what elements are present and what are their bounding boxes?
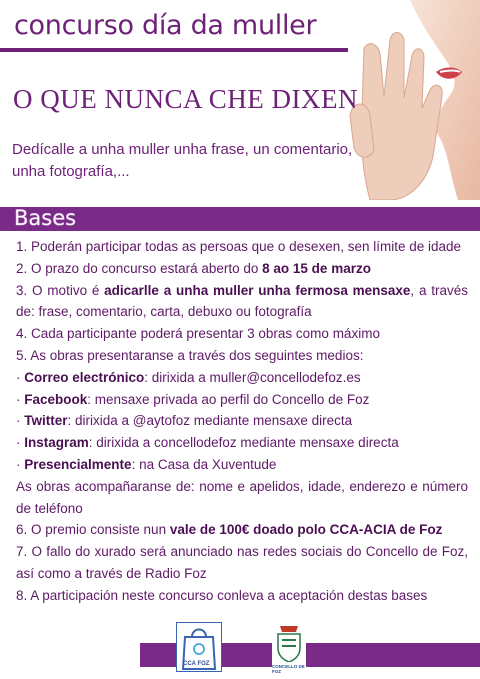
rule-item (16, 323, 468, 345)
rule-text: : dirixida a @aytofoz mediante mensaxe directa (67, 413, 353, 429)
rule-text: 3. O motivo é (16, 282, 105, 298)
rule-item (16, 389, 468, 411)
cca-foz-logo (176, 622, 222, 672)
rule-item (16, 541, 468, 585)
rule-item (16, 345, 468, 367)
rule-text: · (16, 435, 25, 451)
cca-logo-label: CCA FOZ (183, 661, 210, 667)
rule-text: 8. A participación neste concurso conleva a aceptación destas bases (16, 587, 428, 603)
rule-text: · (16, 413, 25, 429)
rule-text: · (16, 456, 25, 472)
rule-text: : dirixida a concellodefoz mediante mensaxe directa (88, 435, 399, 451)
concello-foz-label: CONCELLO DE FOZ (272, 664, 305, 674)
rule-emphasis: Twitter (24, 413, 68, 429)
contest-subtitle: O QUE NUNCA CHE DIXEN (13, 84, 358, 114)
rule-emphasis: 8 ao 15 de marzo (262, 260, 371, 276)
rule-item (16, 585, 468, 607)
title-underline (0, 48, 348, 52)
bases-heading: Bases (14, 206, 77, 230)
concello-foz-crest (272, 622, 306, 672)
poster-title: concurso día da muller (14, 10, 317, 41)
rule-text: 5. As obras presentaranse a través dos seguintes medios: (16, 347, 364, 363)
rule-emphasis: vale de 100€ doado polo CCA-ACIA de Foz (169, 522, 443, 538)
rule-item (16, 258, 468, 280)
rule-emphasis: Facebook (24, 391, 88, 407)
rule-text: 1. Poderán participar todas as persoas que o desexen, sen límite de idade (16, 239, 462, 254)
rule-text: 4. Cada participante poderá presentar 3 obras como máximo (16, 326, 380, 342)
rule-item (16, 519, 468, 541)
rule-text: · (16, 369, 25, 385)
rule-item (16, 367, 468, 389)
rule-text: : dirixida a muller@concellodefoz.es (144, 369, 361, 385)
rule-item (16, 476, 468, 520)
rule-emphasis: Correo electrónico (24, 369, 145, 385)
rule-text: , a través de: frase, comentario, carta, debuxo ou fotografía (16, 282, 468, 320)
rule-emphasis: Instagram (24, 435, 89, 451)
rule-item (16, 410, 468, 432)
rule-text: 6. O premio consiste nun (16, 522, 170, 538)
rule-text: : mensaxe privada ao perfil do Concello de Foz (87, 391, 370, 407)
rules-list (16, 236, 468, 607)
rule-item (16, 454, 468, 476)
rule-text: 2. O prazo do concurso estará aberto do (16, 260, 263, 276)
rule-text: · (16, 391, 25, 407)
rule-text: : na Casa da Xuventude (131, 456, 277, 472)
rule-text: 7. O fallo do xurado será anunciado nas redes sociais do Concello de Foz, así como a través de Radio Foz (16, 544, 468, 581)
rule-emphasis: Presencialmente (24, 456, 132, 472)
rule-emphasis: adicarlle a unha muller unha fermosa mensaxe (104, 282, 411, 298)
whisper-face-illustration (340, 0, 480, 200)
rule-item (16, 432, 468, 454)
rule-item (16, 236, 468, 258)
rule-item (16, 280, 468, 324)
rule-text: As obras acompañaranse de: nome e apelidos, idade, enderezo e número de teléfono (16, 478, 468, 516)
intro-text: Dedícalle a unha muller unha frase, un comentario, unha fotografía,... (12, 141, 353, 180)
